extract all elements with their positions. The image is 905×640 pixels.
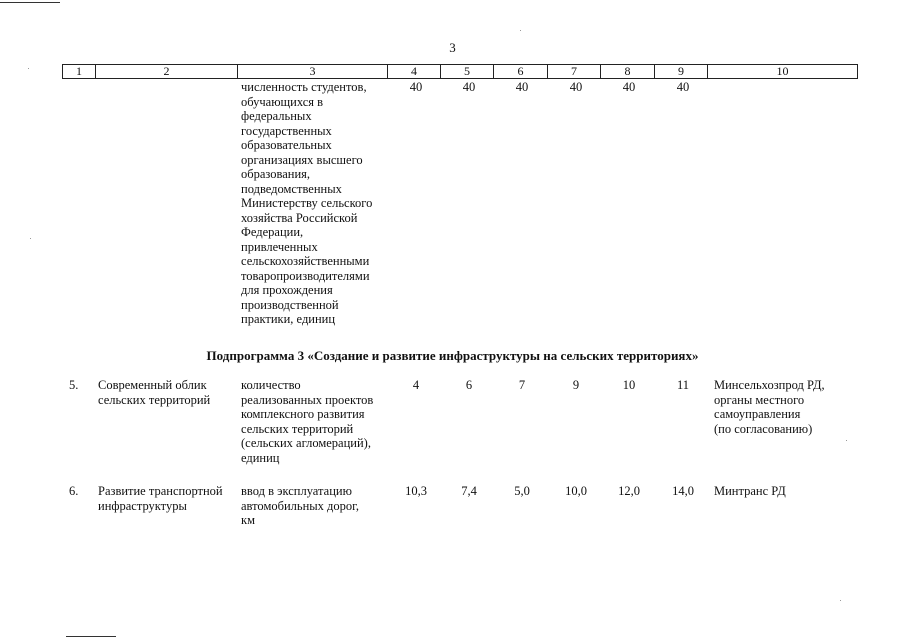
row-5-number: 5. <box>69 378 79 392</box>
row-5-value-5: 10 <box>622 378 636 392</box>
row-cont-value-3: 40 <box>515 80 529 94</box>
row-cont-value-4: 40 <box>569 80 583 94</box>
row-6-indicator: ввод в эксплуатацию автомобильных дорог, км <box>241 484 360 527</box>
row-6-number: 6. <box>69 484 79 498</box>
row-5-value-2: 6 <box>465 378 473 392</box>
row-6-value-5: 12,0 <box>618 484 640 498</box>
scan-edge-mark-bottom-left <box>66 636 116 637</box>
row-5-indicator: количество реализованных проектов комплексного развития сельских территорий (сельских агломераций), единиц <box>241 378 374 465</box>
header-col-8: 8 <box>601 65 655 78</box>
row-5-value-3: 7 <box>518 378 526 392</box>
row-5-value-6: 11 <box>676 378 690 392</box>
header-col-10: 10 <box>776 64 789 78</box>
scan-speck <box>28 68 29 69</box>
scan-speck <box>30 238 31 239</box>
row-6-value-4: 10,0 <box>565 484 587 498</box>
row-6-value-1: 10,3 <box>405 484 427 498</box>
header-col-7: 7 <box>548 65 601 78</box>
row-5-value-4: 9 <box>572 378 580 392</box>
row-5-executor: Минсельхозпрод РД, органы местного самоуправления (по согласованию) <box>714 378 825 436</box>
row-cont-value-5: 40 <box>622 80 636 94</box>
header-col-3: 3 <box>238 65 388 78</box>
scan-speck <box>520 30 521 31</box>
header-col-1: 1 <box>63 65 96 78</box>
scan-speck <box>840 600 841 601</box>
row-cont-value-6: 40 <box>676 80 690 94</box>
header-col-4: 4 <box>388 65 441 78</box>
row-6-value-6: 14,0 <box>672 484 694 498</box>
row-6-name: Развитие транспортной инфраструктуры <box>98 484 223 513</box>
subprogram-title: Подпрограмма 3 «Создание и развитие инфраструктуры на сельских территориях» <box>206 348 699 363</box>
row-5-name: Современный облик сельских территорий <box>98 378 211 407</box>
scan-speck <box>846 440 847 441</box>
header-col-5: 5 <box>441 65 494 78</box>
header-col-6: 6 <box>494 65 548 78</box>
table-header-row <box>62 64 858 79</box>
row-6-value-3: 5,0 <box>514 484 530 498</box>
row-6-executor: Минтранс РД <box>714 484 786 498</box>
row-6-value-2: 7,4 <box>461 484 477 498</box>
row-5-value-1: 4 <box>412 378 420 392</box>
header-col-2: 2 <box>96 65 238 78</box>
row-cont-indicator: численность студентов, обучающихся в федеральных государственных образовательных организациях высшего образования, подведомственных Министерству сельского хозяйства Российской Федерации, привлеченных сельскохозяйственными товаропроизводителями для прохождения производственной практики, единиц <box>241 80 373 326</box>
page-number: 3 <box>449 40 456 55</box>
header-col-9: 9 <box>655 65 708 78</box>
row-cont-value-1: 40 <box>409 80 423 94</box>
row-cont-value-2: 40 <box>462 80 476 94</box>
scan-edge-mark-top-left <box>0 2 60 3</box>
